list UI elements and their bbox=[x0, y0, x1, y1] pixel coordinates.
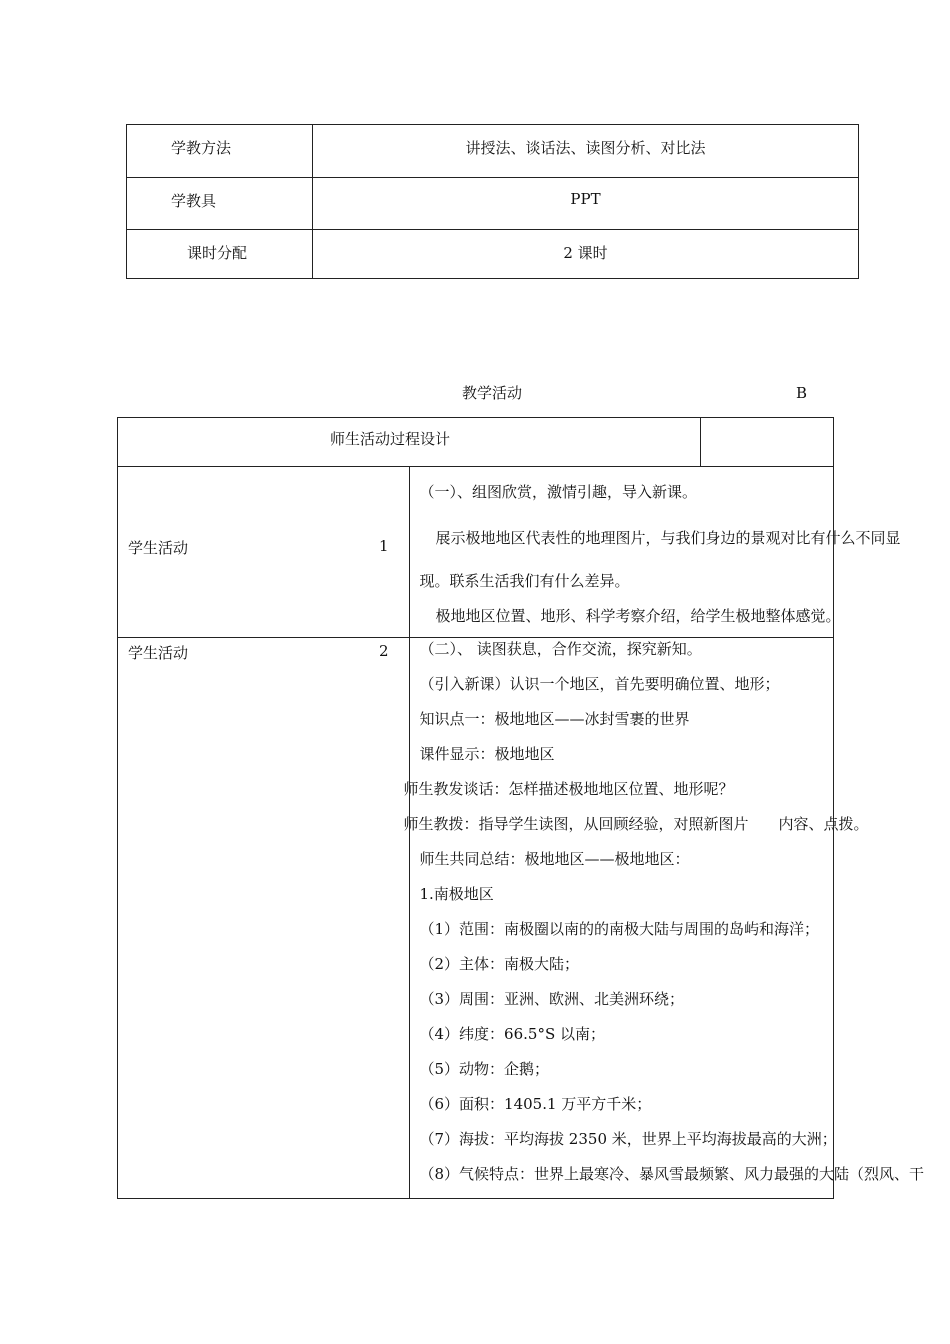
content-line: （一）、组图欣赏，激情引趣，导入新课。 bbox=[419, 483, 698, 501]
empty-header-cell bbox=[701, 418, 834, 467]
content-line: 师生教发谈话：怎样描述极地地区位置、地形呢？ bbox=[403, 780, 734, 798]
activity-content bbox=[409, 467, 901, 638]
content-line: 师生教拨：指导学生读图，从回顾经验，对照新图片 内容、点拨。 bbox=[403, 815, 869, 833]
content-line: （7）海拔：平均海拔 2350 米，世界上平均海拔最高的大洲； bbox=[419, 1130, 837, 1148]
content-line: （8）气候特点：世界上最寒冷、暴风雪最频繁、风力最强的大陆（烈风、干 bbox=[419, 1165, 925, 1183]
info-value: 2 课时 bbox=[563, 244, 608, 262]
info-row-hours bbox=[127, 230, 859, 279]
info-row-tools bbox=[127, 178, 859, 230]
content-line: （5）动物：企鹅； bbox=[419, 1060, 550, 1078]
content-line: （3）周围：亚洲、欧洲、北美洲环绕； bbox=[419, 990, 685, 1008]
content-line: （引入新课）认识一个地区，首先要明确位置、地形； bbox=[419, 675, 780, 693]
activity-table bbox=[117, 417, 925, 1199]
content-line: 课件显示：极地地区 bbox=[419, 745, 555, 763]
activity-header-row bbox=[118, 418, 834, 467]
content-line: 1.南极地区 bbox=[419, 885, 494, 903]
design-header: 师生活动过程设计 bbox=[330, 430, 451, 448]
content-line: 知识点一：极地地区——冰封雪裹的世界 bbox=[419, 710, 690, 728]
activity-row-2 bbox=[118, 638, 834, 1199]
activity-content bbox=[403, 638, 925, 1199]
activity-row-1 bbox=[118, 467, 834, 638]
section-caption: 教学活动 bbox=[462, 384, 523, 402]
content-line: （6）面积：1405.1 万平方千米； bbox=[419, 1095, 652, 1113]
corner-letter: B bbox=[796, 384, 808, 402]
info-label: 学教具 bbox=[171, 192, 217, 210]
teaching-info-table bbox=[126, 124, 859, 279]
content-line: 师生共同总结：极地地区——极地地区： bbox=[419, 850, 690, 868]
activity-label: 学生活动 2 bbox=[128, 642, 389, 662]
info-label: 课时分配 bbox=[187, 244, 248, 262]
content-line: 现。联系生活我们有什么差异。 bbox=[419, 572, 630, 590]
content-line: （二）、 读图获息，合作交流，探究新知。 bbox=[419, 640, 702, 658]
info-label: 学教方法 bbox=[171, 139, 232, 157]
content-line: （1）范围：南极圈以南的的南极大陆与周围的岛屿和海洋； bbox=[419, 920, 820, 938]
activity-label: 学生活动 1 bbox=[128, 537, 389, 557]
info-value: 讲授法、谈话法、读图分析、对比法 bbox=[465, 139, 706, 157]
info-value: PPT bbox=[570, 190, 601, 208]
content-line: 极地地区位置、地形、科学考察介绍，给学生极地整体感觉。 bbox=[435, 607, 841, 625]
content-line: 展示极地地区代表性的地理图片，与我们身边的景观对比有什么不同显 bbox=[435, 529, 901, 547]
info-row-method bbox=[127, 125, 859, 178]
content-line: （4）纬度：66.5°S 以南； bbox=[419, 1025, 605, 1043]
content-line: （2）主体：南极大陆； bbox=[419, 955, 580, 973]
